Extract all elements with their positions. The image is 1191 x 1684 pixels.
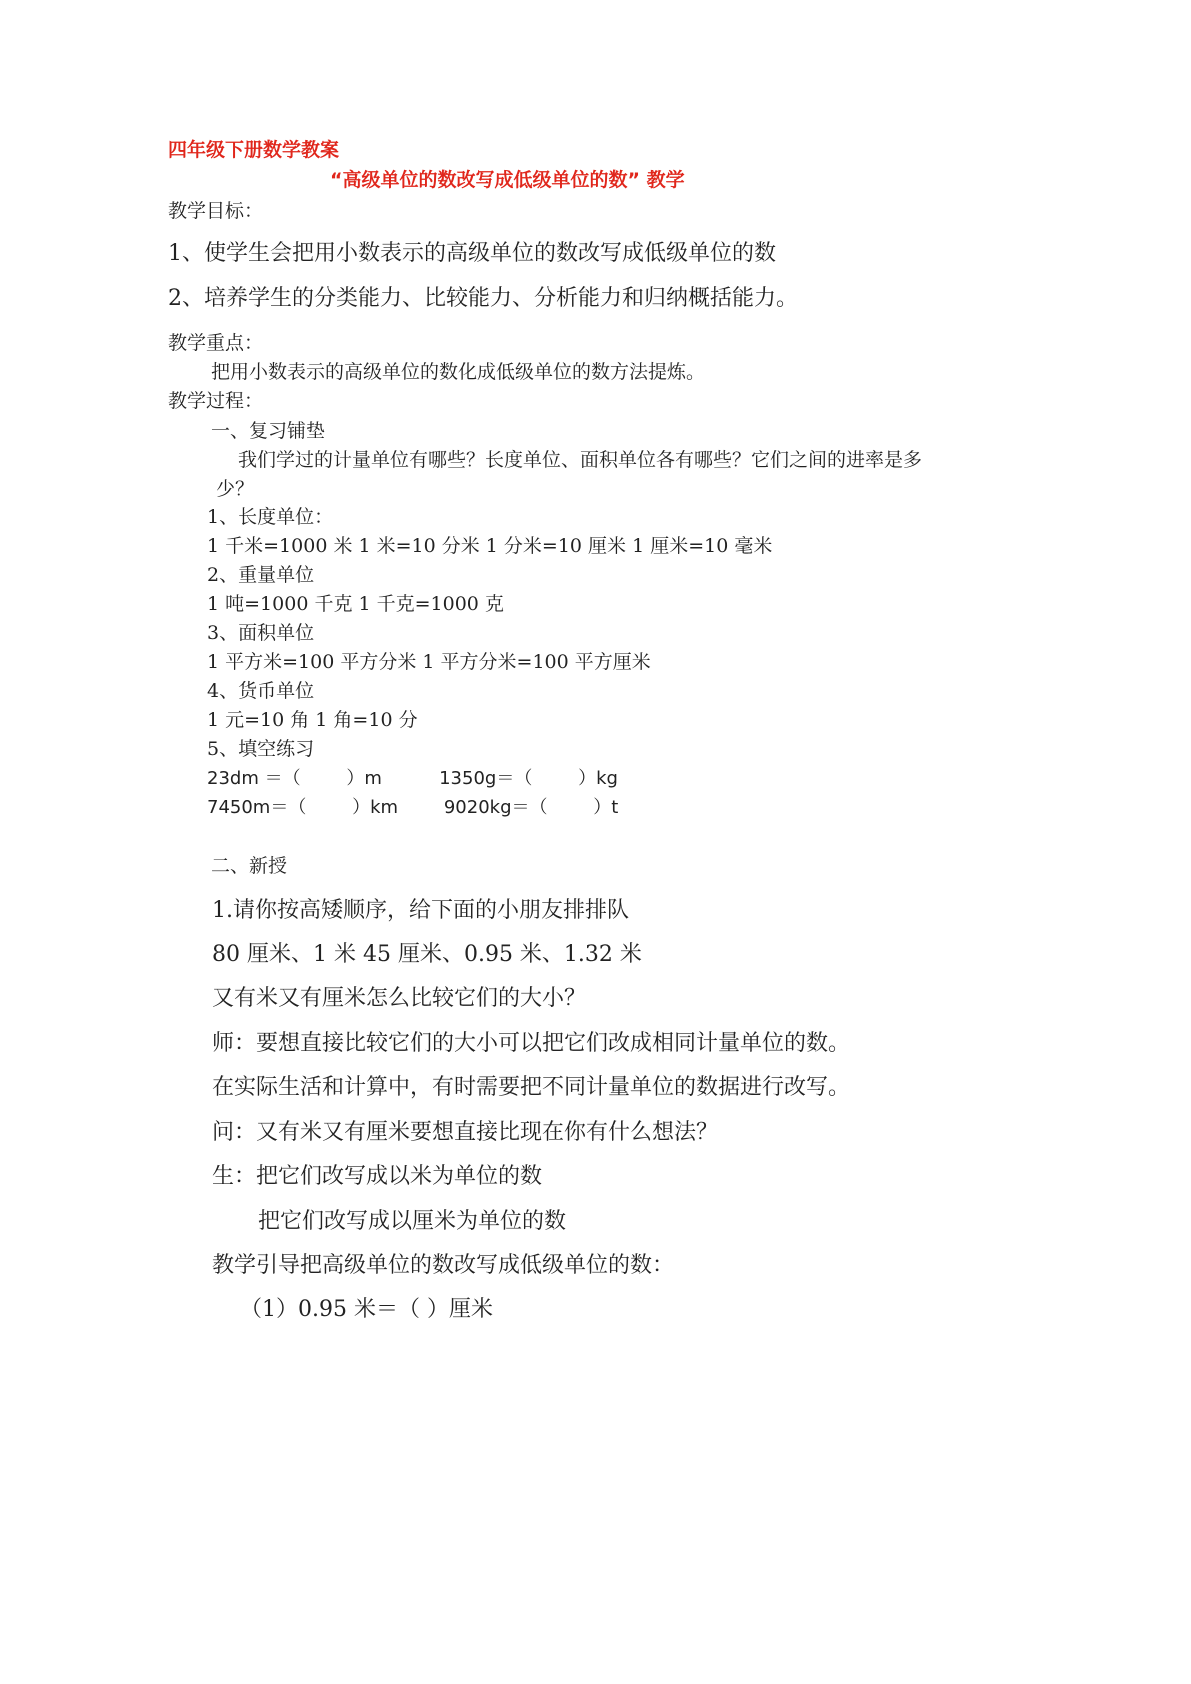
- lesson-line: 生：把它们改写成以米为单位的数: [212, 1164, 543, 1189]
- lesson-line: （1）0.95 米＝（ ）厘米: [240, 1297, 493, 1322]
- lesson-line: 1.请你按高矮顺序，给下面的小朋友排排队: [212, 898, 629, 923]
- weight-values: 1 吨=1000 千克 1 千克=1000 克: [207, 593, 504, 615]
- doc-title: 四年级下册数学教案: [168, 139, 340, 161]
- fill-label: 5、填空练习: [207, 738, 315, 760]
- area-values: 1 平方米=100 平方分米 1 平方分米=100 平方厘米: [207, 651, 651, 673]
- objectives-label: 教学目标：: [168, 200, 264, 222]
- length-values: 1 千米=1000 米 1 米=10 分米 1 分米=10 厘米 1 厘米=10 毫米: [207, 535, 773, 557]
- objective-item: 1、使学生会把用小数表示的高级单位的数改写成低级单位的数: [168, 241, 776, 266]
- money-label: 4、货币单位: [207, 680, 315, 702]
- lesson-line: 80 厘米、1 米 45 厘米、0.95 米、1.32 米: [212, 942, 642, 967]
- weight-label: 2、重量单位: [207, 564, 315, 586]
- lesson-line: 师：要想直接比较它们的大小可以把它们改成相同计量单位的数。: [212, 1031, 851, 1056]
- fill-row: 7450m＝（ ）km 9020kg＝（ ）t: [207, 797, 619, 818]
- lesson-line: 在实际生活和计算中，有时需要把不同计量单位的数据进行改写。: [212, 1075, 851, 1100]
- process-label: 教学过程：: [168, 390, 264, 412]
- review-heading: 一、复习铺垫: [211, 420, 326, 442]
- area-label: 3、面积单位: [207, 622, 315, 644]
- review-question: 我们学过的计量单位有哪些？长度单位、面积单位各有哪些？它们之间的进率是多: [238, 449, 923, 471]
- lesson-line: 问：又有米又有厘米要想直接比现在你有什么想法？: [212, 1120, 719, 1145]
- lesson-line: 又有米又有厘米怎么比较它们的大小？: [212, 986, 587, 1011]
- lesson-title: “高级单位的数改写成低级单位的数” 教学: [330, 169, 685, 191]
- key-points-text: 把用小数表示的高级单位的数化成低级单位的数方法提炼。: [211, 361, 706, 383]
- review-question-cont: 少？: [216, 478, 255, 500]
- length-label: 1、长度单位：: [207, 506, 334, 528]
- objective-item: 2、培养学生的分类能力、比较能力、分析能力和归纳概括能力。: [168, 286, 798, 311]
- fill-row: 23dm ＝（ ）m 1350g＝（ ）kg: [207, 768, 618, 789]
- key-points-label: 教学重点：: [168, 332, 264, 354]
- money-values: 1 元=10 角 1 角=10 分: [207, 709, 418, 731]
- lesson-line: 教学引导把高级单位的数改写成低级单位的数：: [212, 1253, 675, 1278]
- lesson-line: 把它们改写成以厘米为单位的数: [258, 1209, 567, 1234]
- new-lesson-heading: 二、新授: [211, 855, 288, 877]
